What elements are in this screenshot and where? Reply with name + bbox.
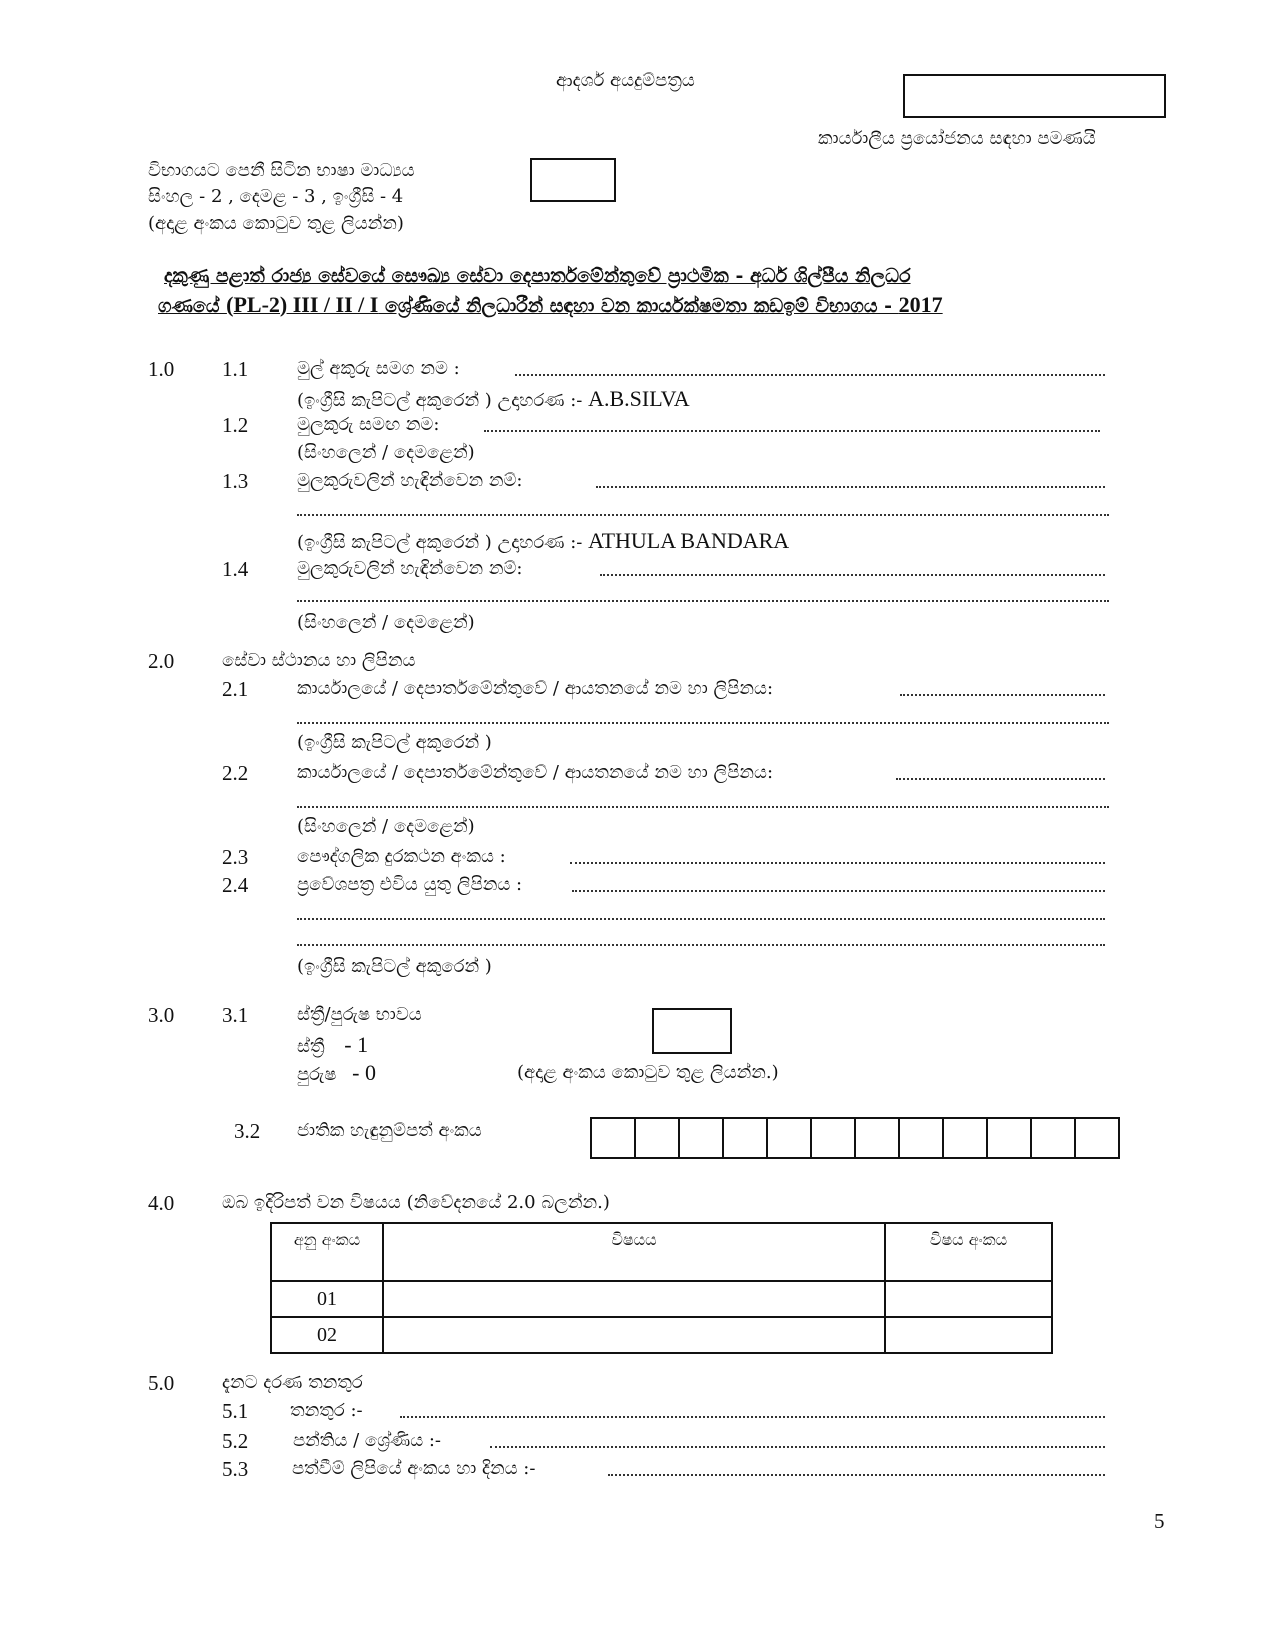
item-1-3-label: මුලකුරුවලින් හැඳින්වෙන නම්: bbox=[297, 470, 523, 491]
item-2-2-field[interactable] bbox=[896, 778, 1105, 780]
nic-digit-box[interactable] bbox=[898, 1117, 944, 1159]
exam-title-year: 2017 bbox=[898, 292, 943, 317]
gender-male-code: - 0 bbox=[352, 1060, 376, 1085]
item-3-2-label: ජාතික හැඳුනුම්පත් අංකය bbox=[297, 1120, 482, 1141]
row-subject-cell[interactable] bbox=[383, 1281, 885, 1317]
nic-digit-box[interactable] bbox=[854, 1117, 900, 1159]
item-2-1-field[interactable] bbox=[900, 694, 1105, 696]
gender-code-box[interactable] bbox=[652, 1008, 732, 1054]
item-1-3-field[interactable] bbox=[596, 486, 1105, 488]
exam-title-part-c: ශ්‍රේණියේ නිලධාරීන් සඳහා වන කාර්යක්ෂමතා කඩඉම් විභාගය - bbox=[378, 295, 899, 317]
item-1-1-field[interactable] bbox=[515, 374, 1105, 376]
item-1-1-label: මුල් අකුරු සමග නම : bbox=[297, 358, 460, 379]
item-1-2-number: 1.2 bbox=[222, 413, 249, 437]
section-4-number: 4.0 bbox=[148, 1191, 175, 1215]
section-1-number: 1.0 bbox=[148, 357, 175, 381]
item-1-1-number: 1.1 bbox=[222, 357, 249, 381]
nic-number-boxes[interactable] bbox=[590, 1117, 1120, 1159]
section-2-number: 2.0 bbox=[148, 649, 175, 673]
item-1-1-example: A.B.SILVA bbox=[588, 386, 690, 411]
gender-female-code: - 1 bbox=[344, 1032, 369, 1057]
section-5-number: 5.0 bbox=[148, 1371, 175, 1395]
section-5-heading: දැනට දරණ තනතුර bbox=[222, 1372, 363, 1393]
office-use-note: කාර්යාලීය ප්‍රයෝජනය සඳහා පමණයි bbox=[818, 128, 1096, 149]
item-2-3-label: පෞද්ගලික දුරකථන අංකය : bbox=[297, 846, 506, 867]
col-subject-code-header: විෂය අංකය bbox=[885, 1223, 1052, 1281]
item-1-3-hint bbox=[297, 528, 789, 554]
nic-digit-box[interactable] bbox=[1030, 1117, 1076, 1159]
office-use-box[interactable] bbox=[903, 74, 1166, 118]
item-2-4-field[interactable] bbox=[572, 890, 1105, 892]
exam-title-grade: (PL-2) III / II / I bbox=[226, 292, 379, 317]
item-2-4-field-line3[interactable] bbox=[297, 944, 1105, 946]
nic-digit-box[interactable] bbox=[810, 1117, 856, 1159]
item-5-1-field[interactable] bbox=[400, 1416, 1105, 1418]
item-5-3-field[interactable] bbox=[608, 1474, 1105, 1476]
row-subject-cell[interactable] bbox=[383, 1317, 885, 1353]
nic-digit-box[interactable] bbox=[590, 1117, 636, 1159]
item-1-4-number: 1.4 bbox=[222, 557, 249, 581]
exam-title-part-a: ගණයේ bbox=[158, 295, 227, 317]
medium-code-box[interactable] bbox=[530, 158, 616, 202]
col-serial-header: අනු අංකය bbox=[271, 1223, 383, 1281]
item-5-3-number: 5.3 bbox=[222, 1457, 249, 1481]
item-2-2-field-line2[interactable] bbox=[297, 806, 1109, 808]
item-5-2-field[interactable] bbox=[490, 1446, 1105, 1448]
item-1-3-hint-text: (ඉංග්‍රීසි කැපිටල් අකුරෙන් ) උදාහරණ :- bbox=[297, 532, 583, 553]
section-2-heading: සේවා ස්ථානය හා ලිපිනය bbox=[222, 650, 416, 671]
item-1-4-label: මුලකුරුවලින් හැඳින්වෙන නම්: bbox=[297, 558, 523, 579]
item-2-2-hint: (සිංහලෙන් / දෙමළෙන්) bbox=[297, 816, 475, 837]
table-row bbox=[271, 1317, 1052, 1353]
item-2-1-hint: (ඉංග්‍රීසි කැපිටල් අකුරෙන් ) bbox=[297, 732, 492, 753]
item-2-2-label: කාර්යාලයේ / දෙපාර්තමේන්තුවේ / ආයතනයේ නම හා ලිපිනය: bbox=[297, 762, 774, 783]
item-2-4-field-line2[interactable] bbox=[297, 918, 1105, 920]
nic-digit-box[interactable] bbox=[722, 1117, 768, 1159]
item-2-1-field-line2[interactable] bbox=[297, 722, 1109, 724]
section-3-number: 3.0 bbox=[148, 1003, 175, 1027]
item-2-4-number: 2.4 bbox=[222, 873, 249, 897]
item-5-1-number: 5.1 bbox=[222, 1399, 249, 1423]
nic-digit-box[interactable] bbox=[766, 1117, 812, 1159]
item-2-2-number: 2.2 bbox=[222, 761, 249, 785]
item-1-3-example: ATHULA BANDARA bbox=[588, 528, 790, 553]
nic-digit-box[interactable] bbox=[634, 1117, 680, 1159]
page-number: 5 bbox=[1154, 1509, 1165, 1533]
row-serial: 01 bbox=[271, 1281, 383, 1317]
item-2-1-label: කාර්යාලයේ / දෙපාර්තමේන්තුවේ / ආයතනයේ නම හා ලිපිනය: bbox=[297, 678, 774, 699]
item-1-4-field[interactable] bbox=[600, 574, 1105, 576]
gender-male-label bbox=[297, 1060, 376, 1086]
item-5-2-number: 5.2 bbox=[222, 1429, 249, 1453]
item-1-1-hint bbox=[297, 386, 690, 412]
item-2-1-number: 2.1 bbox=[222, 677, 249, 701]
item-5-1-label: තනතුර :- bbox=[290, 1400, 363, 1421]
form-title: ආදර්ශ අයදුම්පත්‍රය bbox=[556, 70, 695, 91]
item-2-3-number: 2.3 bbox=[222, 845, 249, 869]
item-3-1-number: 3.1 bbox=[222, 1003, 249, 1027]
nic-digit-box[interactable] bbox=[942, 1117, 988, 1159]
medium-instruction: (අදාළ අංකය කොටුව තුළ ලියන්න) bbox=[148, 213, 404, 234]
item-3-2-number: 3.2 bbox=[234, 1119, 261, 1143]
section-4-heading: ඔබ ඉදිරිපත් වන විෂයය (නිවේදනයේ 2.0 බලන්න.) bbox=[222, 1192, 610, 1213]
medium-label: විභාගයට පෙනී සිටින භාෂා මාධ්‍යය bbox=[148, 160, 415, 181]
item-1-2-hint: (සිංහලෙන් / දෙමළෙන්) bbox=[297, 442, 475, 463]
item-1-1-hint-text: (ඉංග්‍රීසි කැපිටල් අකුරෙන් ) උදාහරණ :- bbox=[297, 390, 583, 411]
nic-digit-box[interactable] bbox=[678, 1117, 724, 1159]
item-1-2-label: මුලකුරු සමඟ නම: bbox=[297, 414, 440, 435]
item-2-3-field[interactable] bbox=[570, 862, 1105, 864]
row-subject-code-cell[interactable] bbox=[885, 1281, 1052, 1317]
exam-title-line1: දකුණු පළාත් රාජ්‍ය සේවයේ සෞඛ්‍ය සේවා දෙපාර්තමේන්තුවේ ප්‍රාථමික - අර්ධ ශිල්පීය නිලධර bbox=[164, 265, 911, 287]
item-2-4-label: ප්‍රවේශපත්‍ර එවිය යුතු ලිපිනය : bbox=[297, 874, 523, 895]
item-1-3-number: 1.3 bbox=[222, 469, 249, 493]
nic-digit-box[interactable] bbox=[1074, 1117, 1120, 1159]
item-1-2-field[interactable] bbox=[484, 430, 1100, 432]
gender-male-text: පුරුෂ bbox=[297, 1064, 337, 1085]
row-serial: 02 bbox=[271, 1317, 383, 1353]
subject-table-header bbox=[271, 1223, 1052, 1281]
nic-digit-box[interactable] bbox=[986, 1117, 1032, 1159]
item-3-1-label: ස්ත්‍රී/පුරුෂ භාවය bbox=[297, 1004, 422, 1025]
table-row bbox=[271, 1281, 1052, 1317]
item-1-3-field-line2[interactable] bbox=[297, 514, 1109, 516]
item-2-4-hint: (ඉංග්‍රීසි කැපිටල් අකුරෙන් ) bbox=[297, 956, 492, 977]
medium-options: සිංහල - 2 , දෙමළ - 3 , ඉංග්‍රීසි - 4 bbox=[148, 186, 404, 207]
row-subject-code-cell[interactable] bbox=[885, 1317, 1052, 1353]
subject-table bbox=[270, 1222, 1053, 1354]
gender-female-label bbox=[297, 1032, 368, 1058]
item-1-4-hint: (සිංහලෙන් / දෙමළෙන්) bbox=[297, 612, 475, 633]
gender-female-text: ස්ත්‍රී bbox=[297, 1036, 325, 1057]
col-subject-header: විෂයය bbox=[383, 1223, 885, 1281]
exam-title-line2 bbox=[158, 291, 943, 320]
item-5-2-label: පන්තිය / ශ්‍රේණිය :- bbox=[293, 1430, 442, 1451]
item-5-3-label: පත්වීම් ලිපියේ අංකය හා දිනය :- bbox=[292, 1458, 536, 1479]
gender-instruction: (අදාළ අංකය කොටුව තුළ ලියන්න.) bbox=[517, 1062, 779, 1083]
item-1-4-field-line2[interactable] bbox=[297, 600, 1109, 602]
